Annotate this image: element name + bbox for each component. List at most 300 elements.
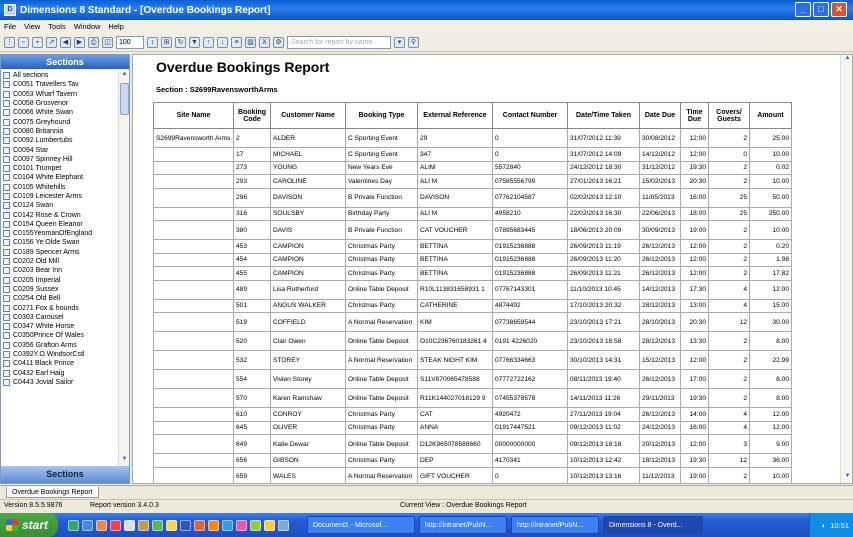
table-cell: 2 — [709, 221, 750, 240]
table-cell: 12:00 — [681, 267, 709, 281]
version-text: Version 8.5.5.9876 — [4, 502, 63, 509]
table-cell: Christmas Party — [346, 240, 418, 254]
column-header: Booking Code — [234, 103, 271, 129]
sidebar-item-label: C0443 Jovial Sailor — [13, 378, 74, 386]
table-cell — [154, 389, 234, 408]
menu-window[interactable]: Window — [73, 22, 101, 31]
sidebar-item[interactable] — [1, 183, 119, 192]
document-icon — [3, 305, 10, 312]
table-cell: CAMPION — [271, 267, 346, 281]
table-cell: 26/12/2013 — [640, 253, 681, 267]
table-cell: 12 — [709, 313, 750, 332]
table-cell: 19:30 — [681, 161, 709, 175]
table-cell: 30/08/2012 — [640, 129, 681, 148]
open-icon[interactable]: ▪ — [32, 37, 43, 48]
sidebar-item[interactable] — [1, 257, 119, 266]
table-cell: Online Table Deposit — [346, 332, 418, 351]
table-cell: 25 — [709, 188, 750, 207]
table-cell: ANNA — [418, 421, 493, 435]
table-cell: Clair Owen — [271, 332, 346, 351]
table-cell: 31/07/2012 11:39 — [568, 129, 640, 148]
sidebar-item[interactable] — [1, 369, 119, 378]
table-cell: 20/12/2013 — [640, 435, 681, 454]
table-cell — [154, 280, 234, 299]
sidebar-item-label: C0271 Fox & hounds — [13, 304, 79, 312]
column-header: Customer Name — [271, 103, 346, 129]
table-cell: Christmas Party — [346, 267, 418, 281]
task-intranet-2[interactable]: http://intranet/PubN... — [511, 516, 599, 534]
document-icon — [3, 249, 10, 256]
table-cell: 28/12/2013 — [640, 299, 681, 313]
table-cell — [154, 221, 234, 240]
table-cell: 17 — [234, 148, 271, 162]
table-cell: Katie Dewar — [271, 435, 346, 454]
table-cell: 08/11/2013 19:40 — [568, 370, 640, 389]
back-icon[interactable]: ◀ — [60, 37, 71, 48]
table-cell: 07772722162 — [493, 370, 568, 389]
zoom-field[interactable]: 100 — [116, 36, 144, 49]
document-icon — [3, 202, 10, 209]
quicklaunch-icon[interactable] — [208, 520, 219, 531]
table-cell: 07766334663 — [493, 351, 568, 370]
table-cell: 4 — [709, 421, 750, 435]
sidebar-item[interactable] — [1, 90, 119, 99]
sidebar-item[interactable] — [1, 229, 119, 238]
document-icon — [3, 323, 10, 330]
quicklaunch-icon[interactable] — [138, 520, 149, 531]
table-cell: 17:30 — [681, 280, 709, 299]
quicklaunch-icon[interactable] — [166, 520, 177, 531]
menu-bar — [0, 20, 853, 33]
scroll-down-icon[interactable]: ▼ — [121, 456, 128, 462]
sidebar-item[interactable] — [1, 155, 119, 164]
table-cell: 15.00 — [750, 299, 792, 313]
export-icon[interactable]: ↗ — [46, 37, 57, 48]
sidebar-scroll-thumb[interactable] — [120, 83, 129, 115]
sidebar-item[interactable] — [1, 285, 119, 294]
quicklaunch-icon[interactable] — [264, 520, 275, 531]
table-cell: 28/12/2013 — [640, 332, 681, 351]
table-row — [154, 421, 792, 435]
table-row — [154, 207, 792, 221]
filter-icon[interactable]: ▼ — [189, 37, 200, 48]
report-scrollbar[interactable] — [840, 55, 852, 483]
document-icon — [3, 286, 10, 293]
report-table — [153, 102, 792, 484]
quicklaunch-icon[interactable] — [68, 520, 79, 531]
table-cell: 8.00 — [750, 389, 792, 408]
table-cell: Christmas Party — [346, 299, 418, 313]
table-cell: 01915236888 — [493, 240, 568, 254]
table-cell: 10.00 — [750, 467, 792, 484]
document-icon — [3, 230, 10, 237]
document-icon — [3, 100, 10, 107]
table-cell: 17.82 — [750, 267, 792, 281]
menu-file[interactable]: File — [4, 22, 17, 31]
report-title: Overdue Bookings Report — [156, 59, 330, 75]
table-cell: 23/10/2013 17:21 — [568, 313, 640, 332]
table-cell: 12:00 — [681, 240, 709, 254]
window-title: Dimensions 8 Standard - [Overdue Bookings Report] — [20, 4, 271, 16]
sidebar-item-label: C0347 White Horse — [13, 323, 75, 331]
table-cell: 5572840 — [493, 161, 568, 175]
table-cell: A Normal Reservation — [346, 313, 418, 332]
sidebar-item[interactable] — [1, 201, 119, 210]
table-cell: Christmas Party — [346, 408, 418, 422]
table-cell: 1.98 — [750, 253, 792, 267]
table-cell: 13:30 — [681, 332, 709, 351]
table-cell: 14/11/2013 11:26 — [568, 389, 640, 408]
report-version-text: Report version 3.4.0.3 — [90, 502, 159, 509]
document-icon — [3, 370, 10, 377]
task-intranet-1[interactable]: http://intranet/PubN... — [419, 516, 507, 534]
table-cell: 50.00 — [750, 188, 792, 207]
quicklaunch-icon[interactable] — [278, 520, 289, 531]
table-row — [154, 435, 792, 454]
quicklaunch-icon[interactable] — [236, 520, 247, 531]
current-view-text: Current View : Overdue Bookings Report — [400, 502, 527, 509]
table-cell — [154, 313, 234, 332]
sidebar-item[interactable] — [1, 350, 119, 359]
table-row — [154, 267, 792, 281]
sidebar-item-label: C0392Y.O.WindsorCstl — [13, 351, 85, 359]
print-icon[interactable]: ⎙ — [88, 37, 99, 48]
table-cell: 12.00 — [750, 280, 792, 299]
scroll-down-icon[interactable]: ▼ — [844, 473, 851, 479]
table-cell: 0 — [493, 129, 568, 148]
table-cell: 293 — [234, 175, 271, 189]
table-cell: WALES — [271, 467, 346, 484]
table-cell: 15/12/2013 — [640, 351, 681, 370]
close-button[interactable]: ✕ — [831, 2, 847, 17]
document-icon — [3, 332, 10, 339]
layout-icon[interactable]: ⊞ — [161, 37, 172, 48]
table-cell: 22/02/2013 16:30 — [568, 207, 640, 221]
table-cell: 16:00 — [681, 421, 709, 435]
table-cell: 29/11/2013 — [640, 389, 681, 408]
sidebar-item[interactable] — [1, 303, 119, 312]
table-cell: 26/12/2013 — [640, 370, 681, 389]
table-cell — [154, 421, 234, 435]
quicklaunch-icon[interactable] — [82, 520, 93, 531]
quicklaunch-icon[interactable] — [124, 520, 135, 531]
sidebar-item[interactable] — [1, 276, 119, 285]
table-row — [154, 467, 792, 484]
table-cell: BETTINA — [418, 240, 493, 254]
table-cell: 07762104587 — [493, 188, 568, 207]
table-cell: OLIVER — [271, 421, 346, 435]
sidebar-item-label: C0202 Old Mill — [13, 258, 59, 266]
sidebar-item[interactable] — [1, 80, 119, 89]
sidebar-item[interactable] — [1, 136, 119, 145]
table-cell: MICHAEL — [271, 148, 346, 162]
quicklaunch-icon[interactable] — [180, 520, 191, 531]
column-header: External Reference — [418, 103, 493, 129]
sidebar-item[interactable] — [1, 378, 119, 387]
document-icon — [3, 277, 10, 284]
table-cell: 02/02/2013 12:10 — [568, 188, 640, 207]
table-row — [154, 280, 792, 299]
sidebar-item-label: C0411 Black Prince — [13, 360, 74, 368]
quicklaunch-icon[interactable] — [152, 520, 163, 531]
table-cell: 22/06/2013 — [640, 207, 681, 221]
sidebar-item[interactable] — [1, 117, 119, 126]
column-header: Date/Time Taken — [568, 103, 640, 129]
table-cell — [154, 253, 234, 267]
table-cell: ALDER — [271, 129, 346, 148]
table-cell — [154, 467, 234, 484]
table-cell: 16:00 — [681, 188, 709, 207]
sidebar-header: Sections — [1, 55, 129, 69]
sidebar-item[interactable] — [1, 127, 119, 136]
sidebar-item[interactable] — [1, 359, 119, 368]
table-cell: 01917447521 — [493, 421, 568, 435]
table-row — [154, 408, 792, 422]
document-icon — [3, 351, 10, 358]
quicklaunch-icon[interactable] — [250, 520, 261, 531]
table-cell: 07585556799 — [493, 175, 568, 189]
maximize-button[interactable]: □ — [813, 2, 829, 17]
document-icon — [3, 342, 10, 349]
dropdown-arrow-icon[interactable]: ▾ — [394, 37, 405, 48]
refresh-icon[interactable]: ↻ — [175, 37, 186, 48]
table-cell: COFFIELD — [271, 313, 346, 332]
sidebar-item-label: C0203 Bear Inn — [13, 267, 63, 275]
table-cell: 07895683445 — [493, 221, 568, 240]
table-cell: 20:30 — [681, 175, 709, 189]
table-cell: Christmas Party — [346, 253, 418, 267]
table-cell: 17/10/2013 20:32 — [568, 299, 640, 313]
document-icon — [3, 221, 10, 228]
table-cell: Birthday Party — [346, 207, 418, 221]
table-cell: 380 — [234, 221, 271, 240]
sidebar-item-label: C0142 Rose & Crown — [13, 211, 81, 219]
table-cell: 2 — [709, 389, 750, 408]
table-cell: 07738659544 — [493, 313, 568, 332]
table-cell: 347 — [418, 148, 493, 162]
table-cell: CAT — [418, 408, 493, 422]
excel-icon[interactable]: X — [259, 37, 270, 48]
sidebar-item-label: C0097 Spinney Hill — [13, 155, 73, 163]
sidebar-item[interactable] — [1, 71, 119, 80]
table-cell: 2 — [709, 240, 750, 254]
print-preview-icon[interactable]: ◫ — [102, 37, 113, 48]
table-cell: Online Table Deposit — [346, 370, 418, 389]
table-row — [154, 188, 792, 207]
table-cell — [154, 240, 234, 254]
group-icon[interactable]: ≡ — [231, 37, 242, 48]
sidebar-item[interactable] — [1, 331, 119, 340]
sidebar-item[interactable] — [1, 294, 119, 303]
table-cell: 18:00 — [681, 207, 709, 221]
document-icon — [3, 81, 10, 88]
table-cell: 12:00 — [681, 435, 709, 454]
table-cell: 26/12/2013 — [640, 408, 681, 422]
settings-icon[interactable]: ⚙ — [273, 37, 284, 48]
column-header: Contact Number — [493, 103, 568, 129]
sidebar-item[interactable] — [1, 164, 119, 173]
table-cell: 455 — [234, 267, 271, 281]
table-cell: 12.00 — [750, 408, 792, 422]
table-cell: 489 — [234, 280, 271, 299]
sidebar-scrollbar[interactable] — [118, 71, 129, 466]
table-cell: 12:00 — [681, 253, 709, 267]
table-row — [154, 351, 792, 370]
table-cell: 28/10/2013 — [640, 313, 681, 332]
task-dimensions[interactable]: Dimensions 8 - Overd... — [603, 516, 703, 534]
table-cell: Online Table Deposit — [346, 435, 418, 454]
search-icon[interactable]: ⚲ — [408, 37, 419, 48]
sidebar-item[interactable] — [1, 220, 119, 229]
table-row — [154, 240, 792, 254]
sidebar-item-label: C0094 Star — [13, 146, 49, 154]
table-cell: 24/12/2012 18:30 — [568, 161, 640, 175]
sidebar-item[interactable] — [1, 173, 119, 182]
zoom-stepper-icon[interactable]: ↕ — [147, 37, 158, 48]
minimize-button[interactable]: _ — [795, 2, 811, 17]
table-cell: ALIM — [418, 161, 493, 175]
new-icon[interactable]: ▫ — [18, 37, 29, 48]
table-cell: 2 — [709, 161, 750, 175]
document-icon — [3, 379, 10, 386]
sidebar-item-label: C0101 Trumpet — [13, 165, 62, 173]
column-header: Date Due — [640, 103, 681, 129]
sidebar-item[interactable] — [1, 341, 119, 350]
task-word-document[interactable]: Document1 - Microsof... — [307, 516, 415, 534]
table-cell: 12:00 — [681, 148, 709, 162]
table-cell: 0191 4226020 — [493, 332, 568, 351]
table-cell: YOUNG — [271, 161, 346, 175]
document-icon — [3, 156, 10, 163]
table-cell: New Years Eve — [346, 161, 418, 175]
document-icon — [3, 128, 10, 135]
table-cell: 649 — [234, 435, 271, 454]
start-button[interactable] — [0, 513, 58, 537]
sidebar-item[interactable] — [1, 238, 119, 247]
sidebar-item-label: C0154 Queen Eleanor — [13, 220, 83, 228]
chart-icon[interactable]: ▥ — [245, 37, 256, 48]
quicklaunch-icon[interactable] — [194, 520, 205, 531]
table-cell — [154, 408, 234, 422]
table-row — [154, 370, 792, 389]
windows-flag-icon — [6, 519, 18, 531]
sidebar-item[interactable] — [1, 145, 119, 154]
table-cell — [154, 207, 234, 221]
quicklaunch-icon[interactable] — [222, 520, 233, 531]
sidebar-item[interactable] — [1, 210, 119, 219]
document-icon — [3, 314, 10, 321]
table-cell: 656 — [234, 454, 271, 468]
table-row — [154, 389, 792, 408]
table-cell: 0 — [493, 467, 568, 484]
sections-footer-button[interactable]: Sections — [1, 466, 129, 483]
document-icon — [3, 174, 10, 181]
table-cell: 296 — [234, 188, 271, 207]
sidebar-item[interactable] — [1, 266, 119, 275]
table-cell: CATHERINE — [418, 299, 493, 313]
table-cell: 00000000000 — [493, 435, 568, 454]
table-cell: KIM — [418, 313, 493, 332]
table-cell: C Sporting Event — [346, 148, 418, 162]
table-cell — [154, 332, 234, 351]
scroll-up-icon[interactable]: ▲ — [121, 71, 128, 77]
table-cell: C Sporting Event — [346, 129, 418, 148]
table-cell: ALI M — [418, 175, 493, 189]
table-cell: 09/12/2013 11:02 — [568, 421, 640, 435]
sidebar-item[interactable] — [1, 322, 119, 331]
table-cell: 26/09/2013 11:21 — [568, 267, 640, 281]
app-icon: D — [4, 4, 16, 16]
table-cell: 659 — [234, 467, 271, 484]
document-icon — [3, 109, 10, 116]
table-cell — [154, 148, 234, 162]
menu-help[interactable]: Help — [108, 22, 124, 31]
table-cell: 10.00 — [750, 221, 792, 240]
table-cell: CAMPION — [271, 240, 346, 254]
table-cell: 22.99 — [750, 351, 792, 370]
table-cell: 09/12/2013 18:18 — [568, 435, 640, 454]
sidebar-item-label: C0053 Wharf Tavern — [13, 90, 78, 98]
table-cell: 645 — [234, 421, 271, 435]
table-cell: 12.00 — [750, 421, 792, 435]
table-cell: 0.20 — [750, 240, 792, 254]
table-cell: 11/10/2013 10:45 — [568, 280, 640, 299]
sidebar-item-label: C0075 Greyhound — [13, 118, 71, 126]
table-cell: 26/09/2013 11:20 — [568, 253, 640, 267]
report-search-input[interactable]: Search for report by name — [287, 36, 391, 49]
sidebar-item-label: C0205 Imperial — [13, 276, 61, 284]
sidebar-item[interactable] — [1, 192, 119, 201]
table-cell: 30/09/2013 — [640, 221, 681, 240]
sort-up-icon[interactable]: ↑ — [203, 37, 214, 48]
table-cell — [154, 351, 234, 370]
tab-overdue-bookings-report[interactable]: Overdue Bookings Report — [6, 487, 99, 498]
sidebar-item[interactable] — [1, 313, 119, 322]
table-cell: 4920472 — [493, 408, 568, 422]
table-cell — [154, 454, 234, 468]
table-cell: 570 — [234, 389, 271, 408]
menu-view[interactable]: View — [24, 22, 41, 31]
scroll-up-icon[interactable]: ▲ — [844, 55, 851, 61]
table-row — [154, 299, 792, 313]
table-cell: 0 — [493, 148, 568, 162]
table-cell: 2 — [709, 253, 750, 267]
table-cell: 453 — [234, 240, 271, 254]
quicklaunch-icon[interactable] — [96, 520, 107, 531]
menu-tools[interactable]: Tools — [48, 22, 66, 31]
sidebar-item[interactable] — [1, 248, 119, 257]
sidebar-item[interactable] — [1, 99, 119, 108]
table-cell: Online Table Deposit — [346, 280, 418, 299]
table-cell: 26/09/2013 11:19 — [568, 240, 640, 254]
table-cell: 0.02 — [750, 161, 792, 175]
sort-down-icon[interactable]: ↓ — [217, 37, 228, 48]
table-cell: O10C236760183261 4 — [418, 332, 493, 351]
sidebar-item[interactable] — [1, 108, 119, 117]
table-cell: 24/12/2013 — [640, 421, 681, 435]
table-cell: 31/12/2012 — [640, 161, 681, 175]
forward-icon[interactable]: ▶ — [74, 37, 85, 48]
table-cell: 2 — [709, 467, 750, 484]
tray-network-icon[interactable]: ◐ — [821, 520, 827, 530]
table-cell: Vivien Storey — [271, 370, 346, 389]
table-cell: 2 — [234, 129, 271, 148]
quicklaunch-icon[interactable] — [110, 520, 121, 531]
column-header: Covers/ Guests — [709, 103, 750, 129]
table-cell: 12:00 — [681, 129, 709, 148]
table-cell: 12 — [709, 454, 750, 468]
column-header: Amount — [750, 103, 792, 129]
